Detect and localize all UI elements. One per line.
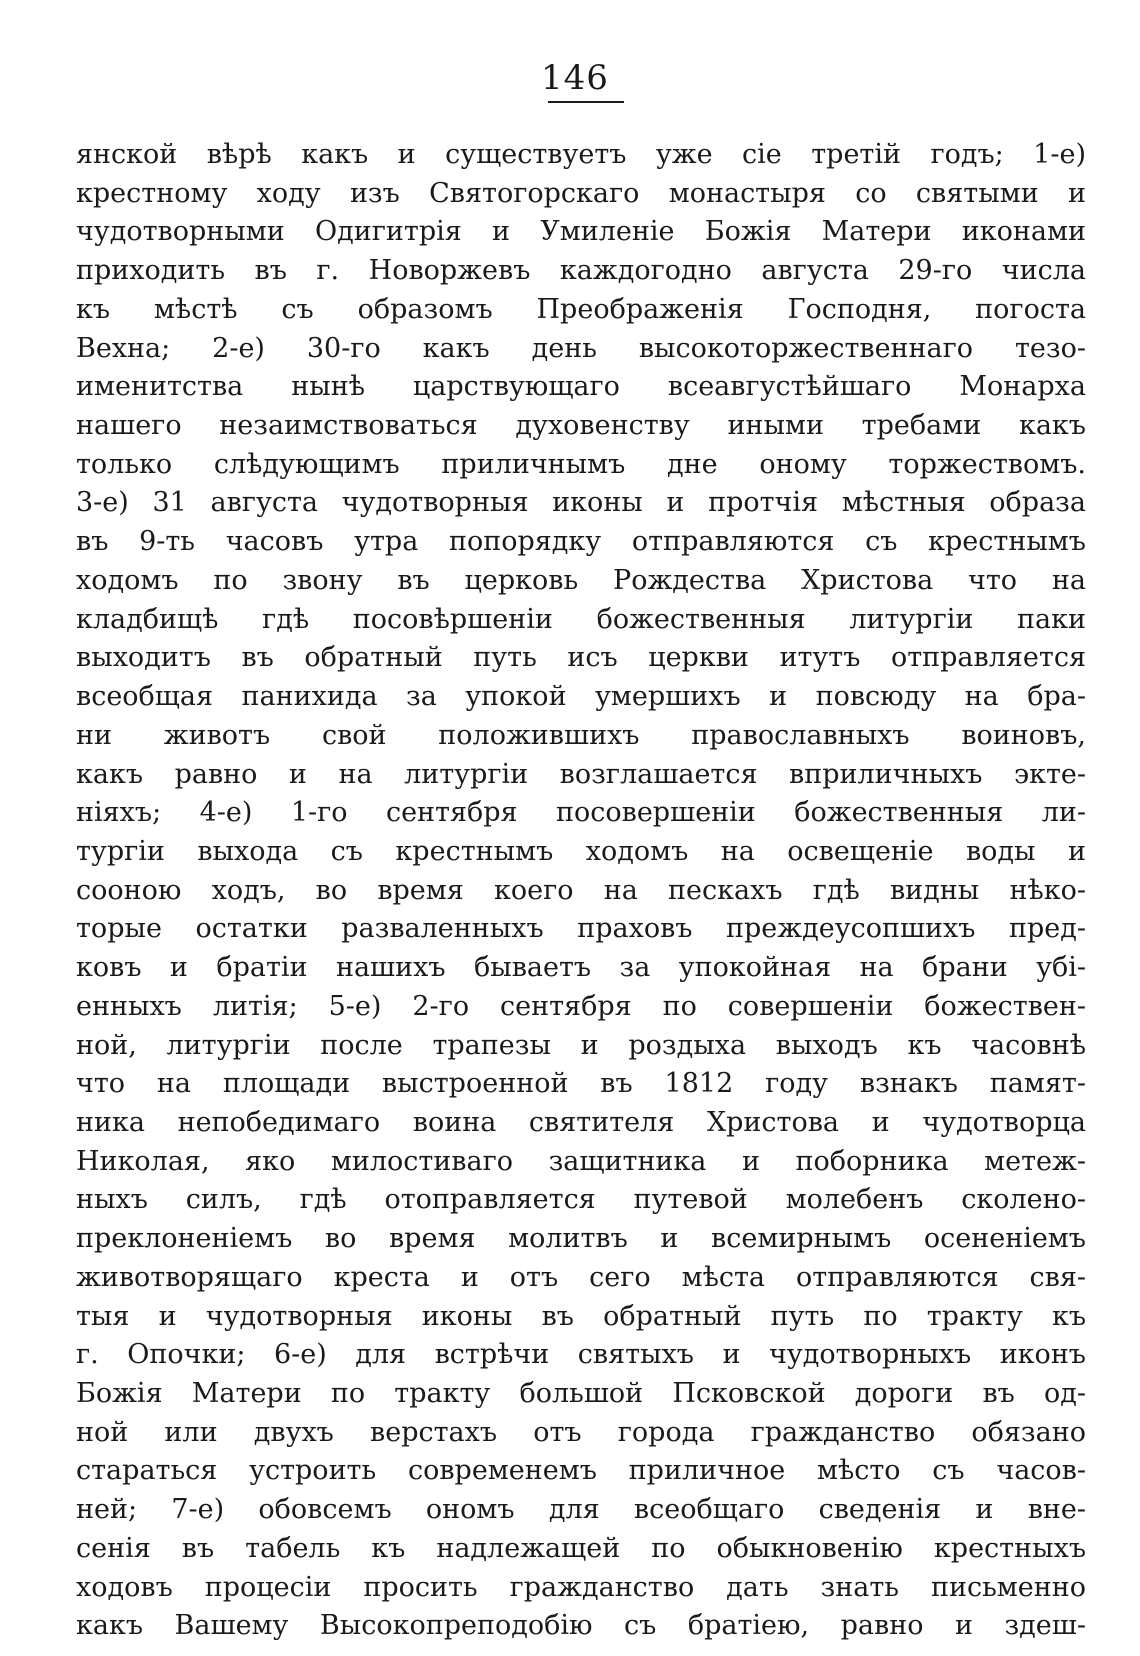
text-line: именитства нынѣ царствующаго всеавгустѣйшаго Монарха [76, 371, 1086, 403]
text-line: ходомъ по звону въ церковь Рождества Христова что на [76, 564, 1086, 596]
text-line: къ мѣстѣ съ образомъ Преображенія Господня, погоста [76, 293, 1086, 325]
text-line: крестному ходу изъ Святогорскаго монастыря со святыми и [76, 177, 1086, 209]
text-line: ной, литургіи после трапезы и роздыха выходъ къ часовнѣ [76, 1029, 1086, 1061]
page-number: 146 [541, 58, 609, 98]
text-line: кладбищѣ гдѣ посовѣршеніи божественныя литургіи паки [76, 603, 1086, 635]
text-line: стараться устроить современемъ приличное мѣсто съ часов- [76, 1455, 1086, 1487]
text-line: енныхъ литія; 5-е) 2-го сентября по совершеніи божествен- [76, 990, 1086, 1022]
text-line: только слѣдующимъ приличнымъ дне оному торжествомъ. [76, 448, 1086, 480]
text-line: чудотворными Одигитрія и Умиленіе Божія Матери иконами [76, 216, 1086, 248]
text-line: ніяхъ; 4-е) 1-го сентября посовершеніи божественныя ли- [76, 797, 1086, 829]
text-line: ходовъ процесіи просить гражданство дать знать письменно [76, 1571, 1086, 1603]
text-line: сенія въ табель къ надлежащей по обыкновенію крестныхъ [76, 1532, 1086, 1564]
text-line: торые остатки разваленныхъ праховъ преждеусопшихъ пред- [76, 913, 1086, 945]
text-line: ника непобедимаго воина святителя Христова и чудотворца [76, 1106, 1086, 1138]
body-text [76, 136, 1086, 1646]
text-line: ковъ и братіи нашихъ бываетъ за упокойная на брани убі- [76, 952, 1086, 984]
text-line: какъ Вашему Высокопреподобію съ братіею, равно и здеш- [76, 1610, 1086, 1642]
text-line: приходить въ г. Новоржевъ каждогодно августа 29-го числа [76, 255, 1086, 287]
text-line: нашего незаимствоваться духовенству иными требами какъ [76, 410, 1086, 442]
text-line: ной или двухъ верстахъ отъ города гражданство обязано [76, 1416, 1086, 1448]
text-line: Николая, яко милостиваго защитника и поборника метеж- [76, 1145, 1086, 1177]
text-line: какъ равно и на литургіи возглашается вприличныхъ экте- [76, 758, 1086, 790]
text-line: выходитъ въ обратный путь исъ церкви итутъ отправляется [76, 642, 1086, 674]
page-number-rule [548, 101, 624, 103]
text-line: что на площади выстроенной въ 1812 году взнакъ памят- [76, 1068, 1086, 1100]
text-line: ней; 7-е) обовсемъ ономъ для всеобщаго сведенія и вне- [76, 1494, 1086, 1526]
text-line: сооною ходъ, во время коего на пескахъ гдѣ видны нѣко- [76, 874, 1086, 906]
text-line: Божія Матери по тракту большой Псковской дороги въ од- [76, 1378, 1086, 1409]
text-line: Вехна; 2-е) 30-го какъ день высокоторжественнаго тезо- [76, 332, 1086, 364]
text-line: всеобщая панихида за упокой умершихъ и повсюду на бра- [76, 681, 1086, 713]
text-line: животворящаго креста и отъ сего мѣста отправляются свя- [76, 1261, 1086, 1293]
text-line: 3-е) 31 августа чудотворныя иконы и протчія мѣстныя образа [76, 487, 1086, 519]
text-line: ныхъ силъ, гдѣ отоправляется путевой молебенъ сколено- [76, 1184, 1086, 1216]
text-line: г. Опочки; 6-е) для встрѣчи святыхъ и чудотворныхъ иконъ [76, 1339, 1086, 1371]
text-line: тургіи выхода съ крестнымъ ходомъ на освещеніе воды и [76, 835, 1086, 867]
text-line: тыя и чудотворныя иконы въ обратный путь по тракту къ [76, 1300, 1086, 1332]
text-line: въ 9-ть часовъ утра попорядку отправляются съ крестнымъ [76, 526, 1086, 558]
text-line: преклоненіемъ во время молитвъ и всемирнымъ осененіемъ [76, 1223, 1086, 1255]
text-line: янской вѣрѣ какъ и существуетъ уже сіе третій годъ; 1-е) [76, 139, 1086, 170]
text-line: ни животъ свой положившихъ православныхъ воиновъ, [76, 719, 1086, 751]
